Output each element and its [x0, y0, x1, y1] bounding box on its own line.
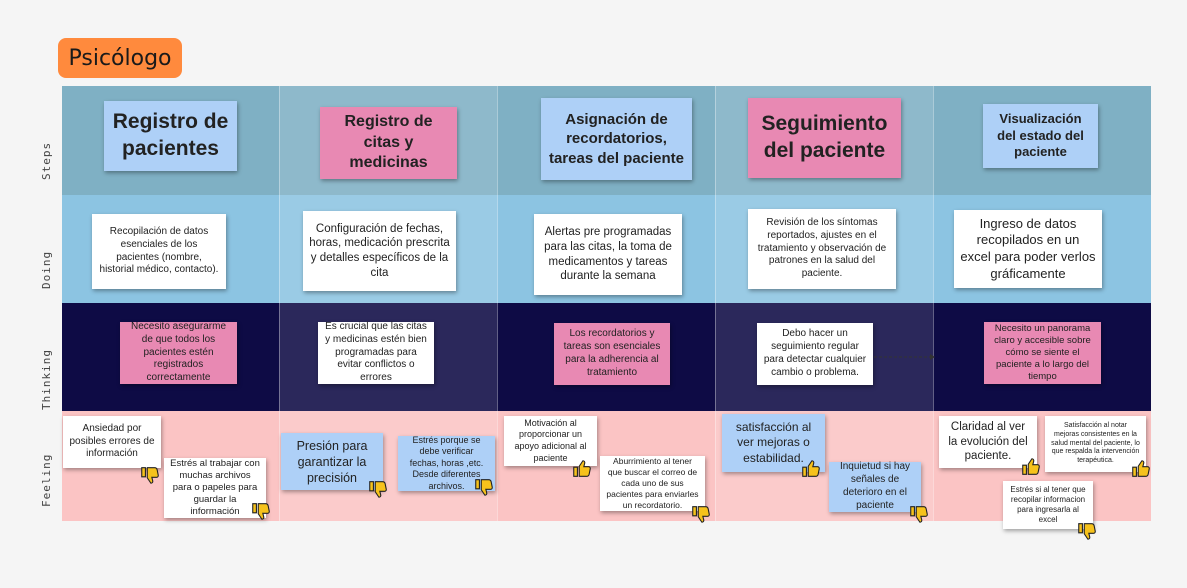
thumbs-down-icon [908, 503, 930, 525]
feeling-note-claridad[interactable]: Claridad al ver la evolución del paciente. [939, 416, 1037, 468]
feeling-note-ansiedad[interactable]: Ansiedad por posibles errores de información [63, 416, 161, 468]
thumbs-down-icon [473, 476, 495, 498]
step-note-registro-citas[interactable]: Registro de citas y medicinas [320, 107, 457, 179]
row-label-feeling: Feeling [40, 453, 53, 507]
step-note-asignacion-recordatorios[interactable]: Asignación de recordatorios, tareas del paciente [541, 98, 692, 180]
thinking-note-5[interactable]: Necesito un panorama claro y accesible sobre cómo se siente el paciente a lo largo del tiempo [984, 322, 1101, 384]
doing-note-2[interactable]: Configuración de fechas, horas, medicación prescrita y detalles específicos de la cita [303, 211, 456, 291]
column-divider [279, 86, 280, 521]
step-note-visualizacion[interactable]: Visualización del estado del paciente [983, 104, 1098, 168]
thinking-note-1[interactable]: Necesito asegurarme de que todos los pacientes estén registrados correctamente [120, 322, 237, 384]
thumbs-down-icon [1076, 520, 1098, 542]
row-label-steps: Steps [40, 141, 53, 181]
column-divider [497, 86, 498, 521]
feeling-note-estres-archivos[interactable]: Estrés al trabajar con muchas archivos para o papeles para guardar la información [164, 458, 266, 518]
feeling-note-motivacion[interactable]: Motivación al proporcionar un apoyo adicional al paciente [504, 416, 597, 466]
thumbs-up-icon [1130, 458, 1152, 480]
doing-note-5[interactable]: Ingreso de datos recopilados en un excel para poder verlos gráficamente [954, 210, 1102, 288]
thumbs-down-icon [139, 464, 161, 486]
feeling-note-satisfaccion-salud[interactable]: Satisfacción al notar mejoras consistentes en la salud mental del paciente, lo que respalda la intervención terapéutica. [1045, 416, 1146, 472]
column-divider [933, 86, 934, 521]
feeling-note-estres-fechas[interactable]: Estrés porque se debe verificar fechas, horas ,etc. Desde diferentes archivos. [398, 436, 495, 491]
feeling-note-inquietud[interactable]: Inquietud si hay señales de deterioro en el paciente [829, 462, 921, 512]
thumbs-down-icon [250, 500, 272, 522]
connector-arrow [872, 352, 936, 362]
row-label-thinking: Thinking [40, 349, 53, 411]
feeling-note-presion[interactable]: Presión para garantizar la precisión [281, 433, 383, 490]
thumbs-up-icon [800, 458, 822, 480]
thumbs-up-icon [571, 458, 593, 480]
step-note-seguimiento[interactable]: Seguimiento del paciente [748, 98, 901, 178]
thinking-note-3[interactable]: Los recordatorios y tareas son esenciales para la adherencia al tratamiento [554, 323, 670, 385]
row-label-doing: Doing [40, 250, 53, 290]
step-note-registro-pacientes[interactable]: Registro de pacientes [104, 101, 237, 171]
feeling-note-aburrimiento[interactable]: Aburrimiento al tener que buscar el correo de cada uno de sus pacientes para enviarles un recordatorio. [600, 456, 705, 511]
thumbs-down-icon [367, 478, 389, 500]
thinking-note-2[interactable]: Es crucial que las citas y medicinas estén bien programadas para evitar conflictos o errores [318, 322, 434, 384]
doing-note-3[interactable]: Alertas pre programadas para las citas, la toma de medicamentos y tareas durante la semana [534, 214, 682, 295]
persona-title[interactable]: Psicólogo [58, 38, 182, 78]
thumbs-up-icon [1020, 456, 1042, 478]
feeling-note-satisfaccion-mejoras[interactable]: satisfacción al ver mejoras o estabilidad. [722, 414, 825, 472]
doing-note-1[interactable]: Recopilación de datos esenciales de los pacientes (nombre, historial médico, contacto). [92, 214, 226, 289]
feeling-note-estres-excel[interactable]: Estrés si al tener que recopilar informacion para ingresarla al excel [1003, 481, 1093, 529]
thumbs-down-icon [690, 503, 712, 525]
doing-note-4[interactable]: Revisión de los síntomas reportados, ajustes en el tratamiento y observación de patrones en la salud del paciente. [748, 209, 896, 289]
column-divider [715, 86, 716, 521]
thinking-note-4[interactable]: Debo hacer un seguimiento regular para detectar cualquier cambio o problema. [757, 323, 873, 385]
